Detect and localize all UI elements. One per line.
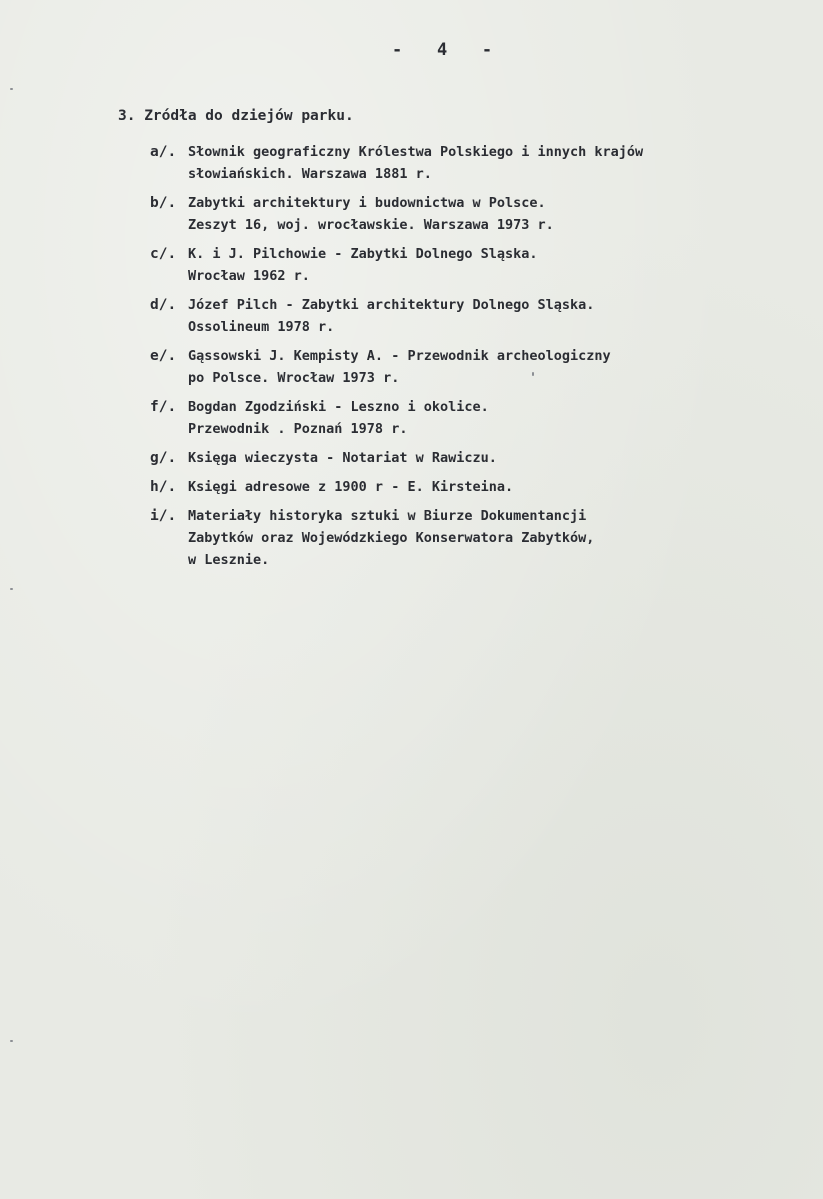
margin-mark	[10, 1040, 13, 1042]
entry-marker: f/.	[150, 399, 177, 415]
entry-marker: e/.	[150, 348, 177, 364]
entry-text	[188, 476, 810, 498]
entry-text	[188, 141, 810, 185]
entry-line: Gąssowski J. Kempisty A. - Przewodnik archeologiczny	[188, 348, 611, 364]
entry-text	[188, 447, 810, 469]
entry-line: Zabytków oraz Wojewódzkiego Konserwatora Zabytków,	[188, 530, 595, 546]
source-entry-d	[150, 294, 810, 338]
entry-marker: i/.	[150, 508, 177, 524]
source-entry-c	[150, 243, 810, 287]
section-heading: 3. Zródła do dziejów parku.	[118, 108, 354, 124]
entry-line: po Polsce. Wrocław 1973 r.	[188, 370, 400, 386]
entry-marker: c/.	[150, 246, 177, 262]
source-entry-i	[150, 505, 810, 571]
entry-marker: h/.	[150, 479, 177, 495]
page-number: - 4 -	[392, 40, 494, 60]
entry-marker: a/.	[150, 144, 177, 160]
entry-marker: b/.	[150, 195, 177, 211]
source-entry-e	[150, 345, 810, 389]
entry-line: Księga wieczysta - Notariat w Rawiczu.	[188, 450, 497, 466]
entry-text	[188, 505, 810, 571]
entry-line: Wrocław 1962 r.	[188, 268, 310, 284]
entry-line: Zeszyt 16, woj. wrocławskie. Warszawa 1973 r.	[188, 217, 554, 233]
entry-line: Materiały historyka sztuki w Biurze Dokumentancji	[188, 508, 587, 524]
entry-text	[188, 345, 810, 389]
entry-line: Ossolineum 1978 r.	[188, 319, 335, 335]
source-entry-g	[150, 447, 810, 469]
source-entry-b	[150, 192, 810, 236]
entry-line: słowiańskich. Warszawa 1881 r.	[188, 166, 432, 182]
sources-list	[150, 141, 810, 578]
entry-line: Bogdan Zgodziński - Leszno i okolice.	[188, 399, 489, 415]
source-entry-a	[150, 141, 810, 185]
entry-line: K. i J. Pilchowie - Zabytki Dolnego Sląska.	[188, 246, 538, 262]
entry-text	[188, 294, 810, 338]
entry-line: w Lesznie.	[188, 552, 270, 568]
entry-text	[188, 396, 810, 440]
entry-marker: g/.	[150, 450, 177, 466]
source-entry-h	[150, 476, 810, 498]
entry-text	[188, 192, 810, 236]
entry-line: Przewodnik . Poznań 1978 r.	[188, 421, 408, 437]
margin-mark	[10, 88, 13, 90]
entry-line: Zabytki architektury i budownictwa w Polsce.	[188, 195, 546, 211]
entry-text	[188, 243, 810, 287]
entry-line: Słownik geograficzny Królestwa Polskiego i innych krajów	[188, 144, 644, 160]
source-entry-f	[150, 396, 810, 440]
entry-line: Księgi adresowe z 1900 r - E. Kirsteina.	[188, 479, 514, 495]
entry-marker: d/.	[150, 297, 177, 313]
entry-line: Józef Pilch - Zabytki architektury Dolnego Sląska.	[188, 297, 595, 313]
margin-mark	[10, 588, 13, 590]
